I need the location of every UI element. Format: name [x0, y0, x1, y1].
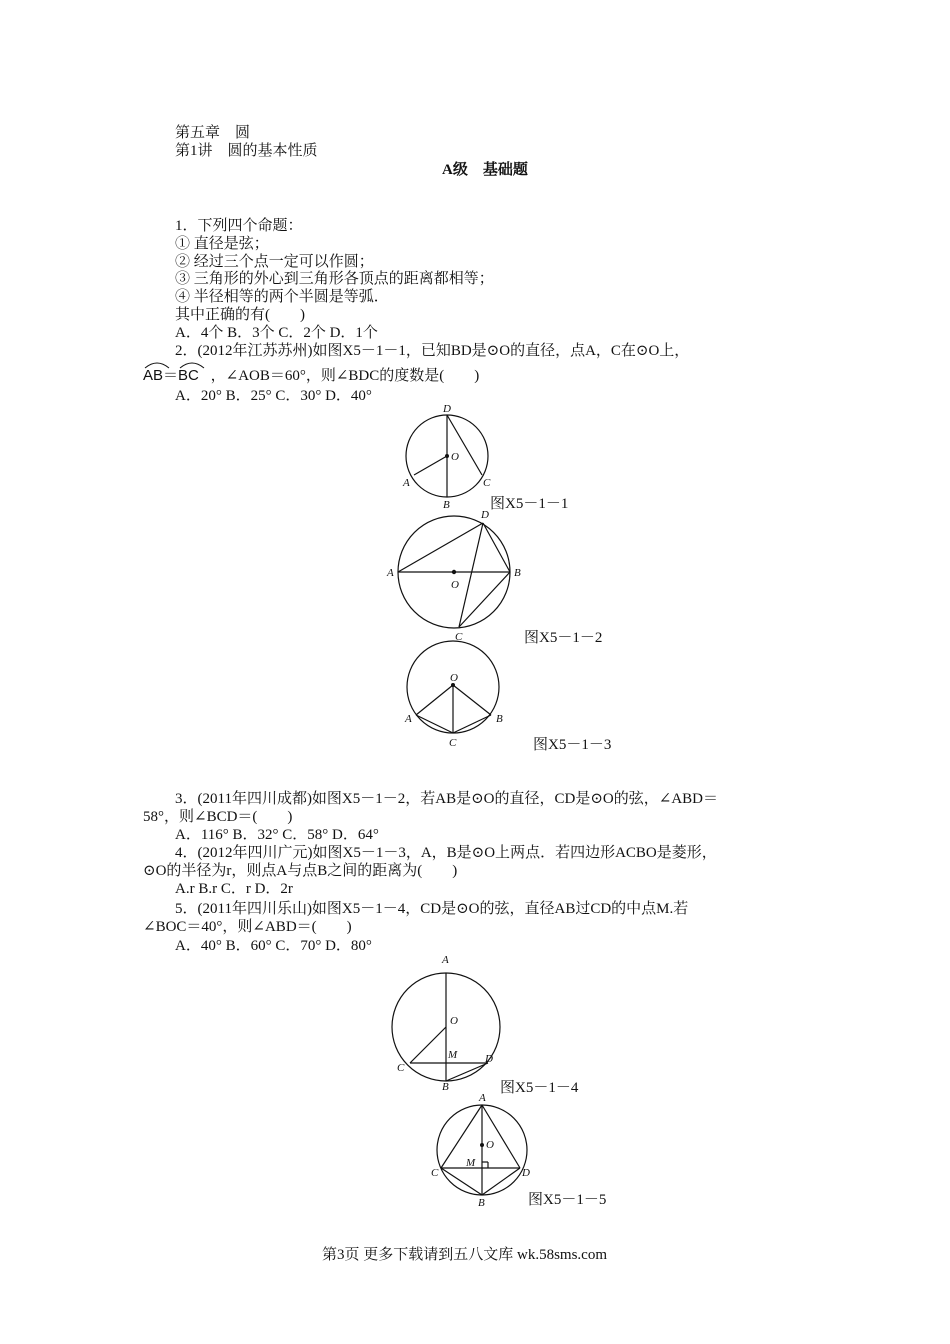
fig1-label-o: O: [451, 451, 459, 463]
equals-sign: ＝: [163, 368, 179, 384]
q1-ask: 其中正确的有( ): [175, 307, 305, 323]
fig3-ob: [453, 685, 491, 715]
fig2-chord-db: [483, 523, 510, 572]
q2-line2: [143, 367, 479, 385]
q3-line2: 58°，则∠BCD＝( ): [143, 809, 293, 825]
fig3-label-c: C: [449, 737, 457, 749]
figure-2-caption: 图X5－1－2: [524, 630, 603, 646]
fig2-label-a: A: [387, 567, 394, 579]
figure-1-caption: 图X5－1－1: [490, 496, 569, 512]
q1-stem: 1．下列四个命题：: [175, 218, 303, 234]
figure-5-diagram: [428, 1090, 540, 1208]
figure-5-caption: 图X5－1－5: [528, 1192, 607, 1208]
arc-ab: AB: [143, 367, 163, 385]
fig2-chord-dc: [459, 523, 483, 627]
fig2-chord-ad: [398, 523, 483, 572]
fig3-oa: [416, 685, 453, 715]
q2-line2-text: ，∠AOB＝60°，则∠BDC的度数是( ): [210, 368, 480, 384]
fig3-label-b: B: [496, 713, 503, 725]
fig1-label-b: B: [443, 499, 450, 510]
arc-bc-mark: [178, 361, 206, 369]
fig4-label-d: D: [485, 1053, 493, 1065]
fig1-label-c: C: [483, 477, 491, 489]
fig3-cb: [453, 715, 491, 733]
fig1-label-a: A: [403, 477, 410, 489]
figure-4-caption: 图X5－1－4: [500, 1080, 579, 1096]
fig5-chord-ad: [482, 1105, 520, 1168]
page-footer: 第3页 更多下载请到五八文库 wk.58sms.com: [322, 1247, 608, 1263]
arc-bc: BC: [178, 367, 199, 385]
fig3-ac: [416, 715, 453, 733]
fig4-radius-oc: [410, 1027, 446, 1063]
fig5-label-a: A: [479, 1092, 486, 1104]
q1-statement-1: ① 直径是弦；: [175, 236, 269, 252]
q4-options: A.r B.r C．r D．2r: [175, 881, 293, 897]
fig5-label-o: O: [486, 1139, 494, 1151]
fig3-label-o: O: [450, 672, 458, 684]
q1-options: A．4个 B．3个 C．2个 D．1个: [175, 325, 378, 341]
q3-line1: 3．(2011年四川成都)如图X5－1－2，若AB是⊙O的直径，CD是⊙O的弦，∠ABD＝: [175, 791, 718, 807]
fig5-label-m: M: [466, 1157, 476, 1169]
fig1-radius-oa: [414, 456, 447, 475]
figure-4-diagram: [385, 952, 510, 1092]
fig2-label-d: D: [481, 509, 489, 521]
figure-3-diagram: [398, 640, 510, 752]
arc-ab-mark: [143, 361, 171, 369]
fig5-chord-ac: [441, 1105, 482, 1168]
q1-statement-4: ④ 半径相等的两个半圆是等弧．: [175, 289, 389, 305]
q5-options: A．40° B．60° C．70° D．80°: [175, 938, 372, 954]
fig4-label-c: C: [397, 1062, 405, 1074]
fig3-label-a: A: [405, 713, 412, 725]
q5-line1: 5．(2011年四川乐山)如图X5－1－4，CD是⊙O的弦，直径AB过CD的中点M.若: [175, 901, 689, 917]
q4-line2: ⊙O的半径为r，则点A与点B之间的距离为( ): [143, 863, 458, 879]
q2-line1: 2．(2012年江苏苏州)如图X5－1－1，已知BD是⊙O的直径，点A，C在⊙O上，: [175, 343, 690, 359]
q4-line1: 4．(2012年四川广元)如图X5－1－3，A，B是⊙O上两点．若四边形ACBO是菱形，: [175, 845, 717, 861]
figure-2-diagram: [383, 506, 528, 646]
fig2-label-o: O: [451, 579, 459, 591]
fig4-label-o: O: [450, 1015, 458, 1027]
q3-options: A．116° B．32° C．58° D．64°: [175, 827, 379, 843]
fig5-label-b: B: [478, 1197, 485, 1208]
figure-3-caption: 图X5－1－3: [533, 737, 612, 753]
q1-statement-2: ② 经过三个点一定可以作圆；: [175, 254, 374, 270]
q2-options: A．20° B．25° C．30° D．40°: [175, 388, 372, 404]
q5-line2: ∠BOC＝40°，则∠ABD＝( ): [143, 919, 352, 935]
fig4-label-m: M: [448, 1049, 458, 1061]
fig1-chord-dc: [447, 415, 482, 475]
fig5-label-c: C: [431, 1167, 439, 1179]
fig5-chord-cb: [441, 1168, 482, 1195]
figure-1-diagram: [400, 402, 500, 510]
fig4-chord-bd: [446, 1063, 488, 1081]
fig1-label-d: D: [443, 403, 451, 415]
fig2-label-c: C: [455, 631, 463, 643]
fig5-label-d: D: [522, 1167, 530, 1179]
chapter-title: 第五章 圆: [175, 125, 251, 141]
fig2-label-b: B: [514, 567, 521, 579]
lesson-title: 第1讲 圆的基本性质: [175, 143, 318, 159]
fig4-label-a: A: [442, 954, 449, 966]
fig4-label-b: B: [442, 1081, 449, 1092]
level-heading: A级 基础题: [442, 162, 528, 178]
q1-statement-3: ③ 三角形的外心到三角形各顶点的距离都相等；: [175, 271, 494, 287]
